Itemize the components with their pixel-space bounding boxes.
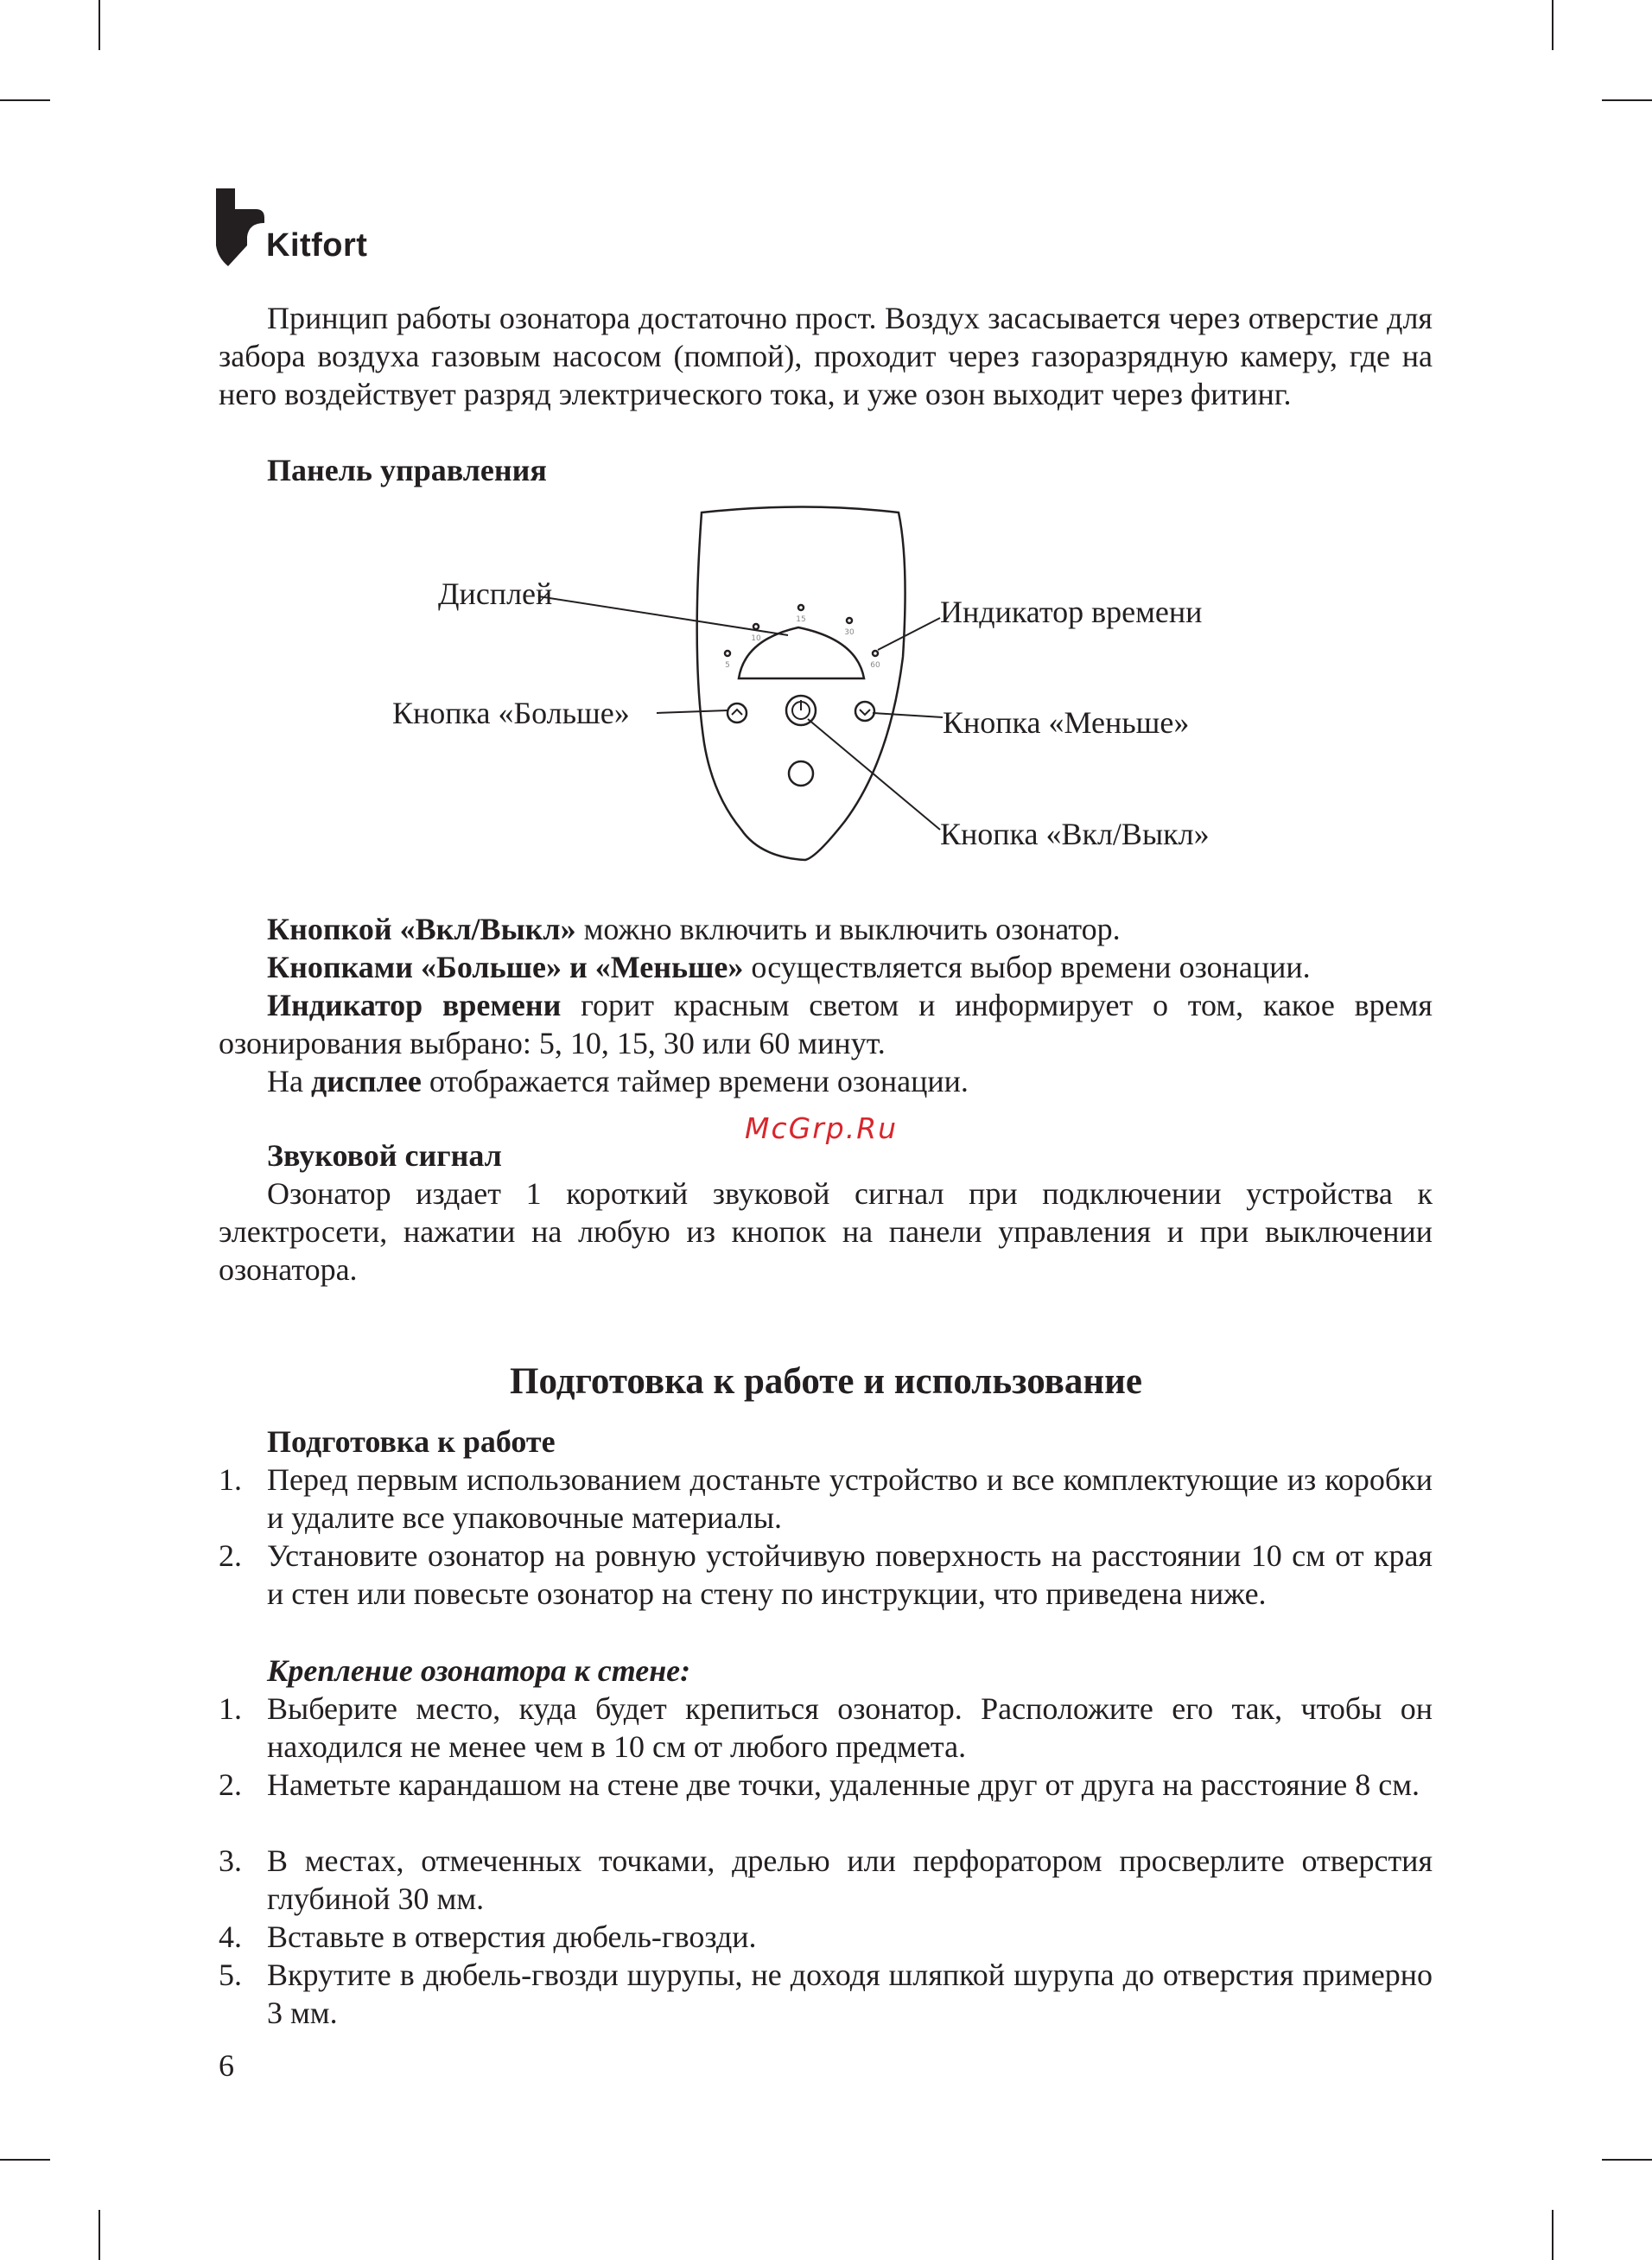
scale-label-15: 15: [796, 615, 806, 624]
crop-mark: [1552, 0, 1554, 50]
time-indicator-leader-line: [878, 618, 940, 650]
crop-mark: [0, 99, 50, 101]
list-item: 5. Вкрутите в дюбель-гвозди шурупы, не доходя шляпкой шурупа до отверстия примерно 3 мм.: [219, 1958, 1433, 2030]
list-item: 4. Вставьте в отверстия дюбель-гвозди.: [219, 1919, 757, 1954]
crop-mark: [98, 2210, 100, 2260]
extra-button-shape: [789, 761, 813, 786]
label-power-button: Кнопка «Вкл/Выкл»: [940, 817, 1210, 851]
scale-label-30: 30: [844, 628, 855, 637]
desc-display: На дисплее отображается таймер времени озонации.: [267, 1064, 969, 1098]
power-button-leader-line: [808, 719, 940, 830]
list-item: 2. Установите озонатор на ровную устойчивую поверхность на расстоянии 10 см от края и стен или повесьте озонатор на стену по инструкции, что приведена ниже.: [219, 1538, 1433, 1611]
watermark: McGrp.Ru: [745, 1111, 899, 1145]
scale-label-10: 10: [751, 634, 761, 643]
desc-time-indicator: Индикатор времени горит красным светом и информирует о том, какое время озонирования выбрано: 5, 10, 15, 30 или 60 минут.: [219, 988, 1433, 1060]
crop-mark: [98, 0, 100, 50]
page-number: 6: [219, 2048, 234, 2083]
power-icon-ring: [792, 702, 810, 719]
prep-title: Подготовка к работе: [267, 1424, 556, 1459]
scale-label-5: 5: [725, 661, 730, 670]
list-item: 1. Перед первым использованием достаньте устройство и все комплектующие из коробки и удалите все упаковочные материалы.: [219, 1462, 1433, 1535]
more-button-leader-line: [657, 710, 728, 713]
list-item: 3. В местах, отмеченных точками, дрелью или перфоратором просверлите отверстия глубиной 30 мм.: [219, 1843, 1433, 1916]
label-less-button: Кнопка «Меньше»: [943, 705, 1190, 740]
desc-power-button: Кнопкой «Вкл/Выкл» можно включить и выключить озонатор.: [267, 912, 1121, 946]
indicator-led-10: [753, 624, 759, 629]
label-more-button: Кнопка «Больше»: [392, 696, 630, 730]
scale-label-60: 60: [870, 661, 880, 670]
crop-mark: [1552, 2210, 1554, 2260]
mount-title: Крепление озонатора к стене:: [267, 1653, 691, 1688]
more-button-shape: [728, 703, 747, 723]
indicator-led-60: [873, 651, 878, 656]
less-button-leader-line: [873, 713, 943, 717]
label-display: Дисплей: [438, 576, 553, 611]
less-button-shape: [855, 702, 874, 721]
crop-mark: [0, 2159, 50, 2161]
intro-paragraph: Принцип работы озонатора достаточно прост. Воздух засасывается через отверстие для забора воздуха газовым насосом (помпой), проходит через газоразрядную камеру, где на него воздействует разряд электрического тока, и уже озон выходит через фитинг.: [219, 301, 1433, 411]
display-leader-line: [538, 596, 788, 635]
indicator-led-15: [798, 605, 804, 610]
sound-paragraph: Озонатор издает 1 короткий звуковой сигнал при подключении устройства к электросети, нажатии на любую из кнопок на панели управления и при выключении озонатора.: [219, 1176, 1433, 1287]
desc-more-less-buttons: Кнопками «Больше» и «Меньше» осуществляется выбор времени озонации.: [267, 950, 1311, 984]
section-heading: Подготовка к работе и использование: [510, 1361, 1142, 1402]
indicator-led-5: [725, 651, 730, 656]
list-item: 2. Наметьте карандашом на стене две точки, удаленные друг от друга на расстояние 8 см.: [219, 1767, 1420, 1802]
brand-name: Kitfort: [266, 227, 368, 264]
indicator-led-30: [847, 618, 852, 623]
display-arc: [739, 627, 864, 678]
crop-mark: [1602, 99, 1652, 101]
label-time-indicator: Индикатор времени: [940, 595, 1203, 629]
kitfort-logo: [216, 188, 389, 268]
less-icon-chevron: [860, 710, 870, 715]
panel-section-title: Панель управления: [267, 453, 547, 487]
list-item: 1. Выберите место, куда будет крепиться озонатор. Расположите его так, чтобы он находился не менее чем в 10 см от любого предмета.: [219, 1691, 1433, 1764]
kitfort-logo-icon: [216, 188, 264, 268]
more-icon-chevron: [732, 710, 742, 715]
crop-mark: [1602, 2159, 1652, 2161]
power-button-shape: [786, 696, 816, 725]
sound-section-title: Звуковой сигнал: [267, 1138, 502, 1173]
panel-body-outline: [697, 507, 905, 861]
